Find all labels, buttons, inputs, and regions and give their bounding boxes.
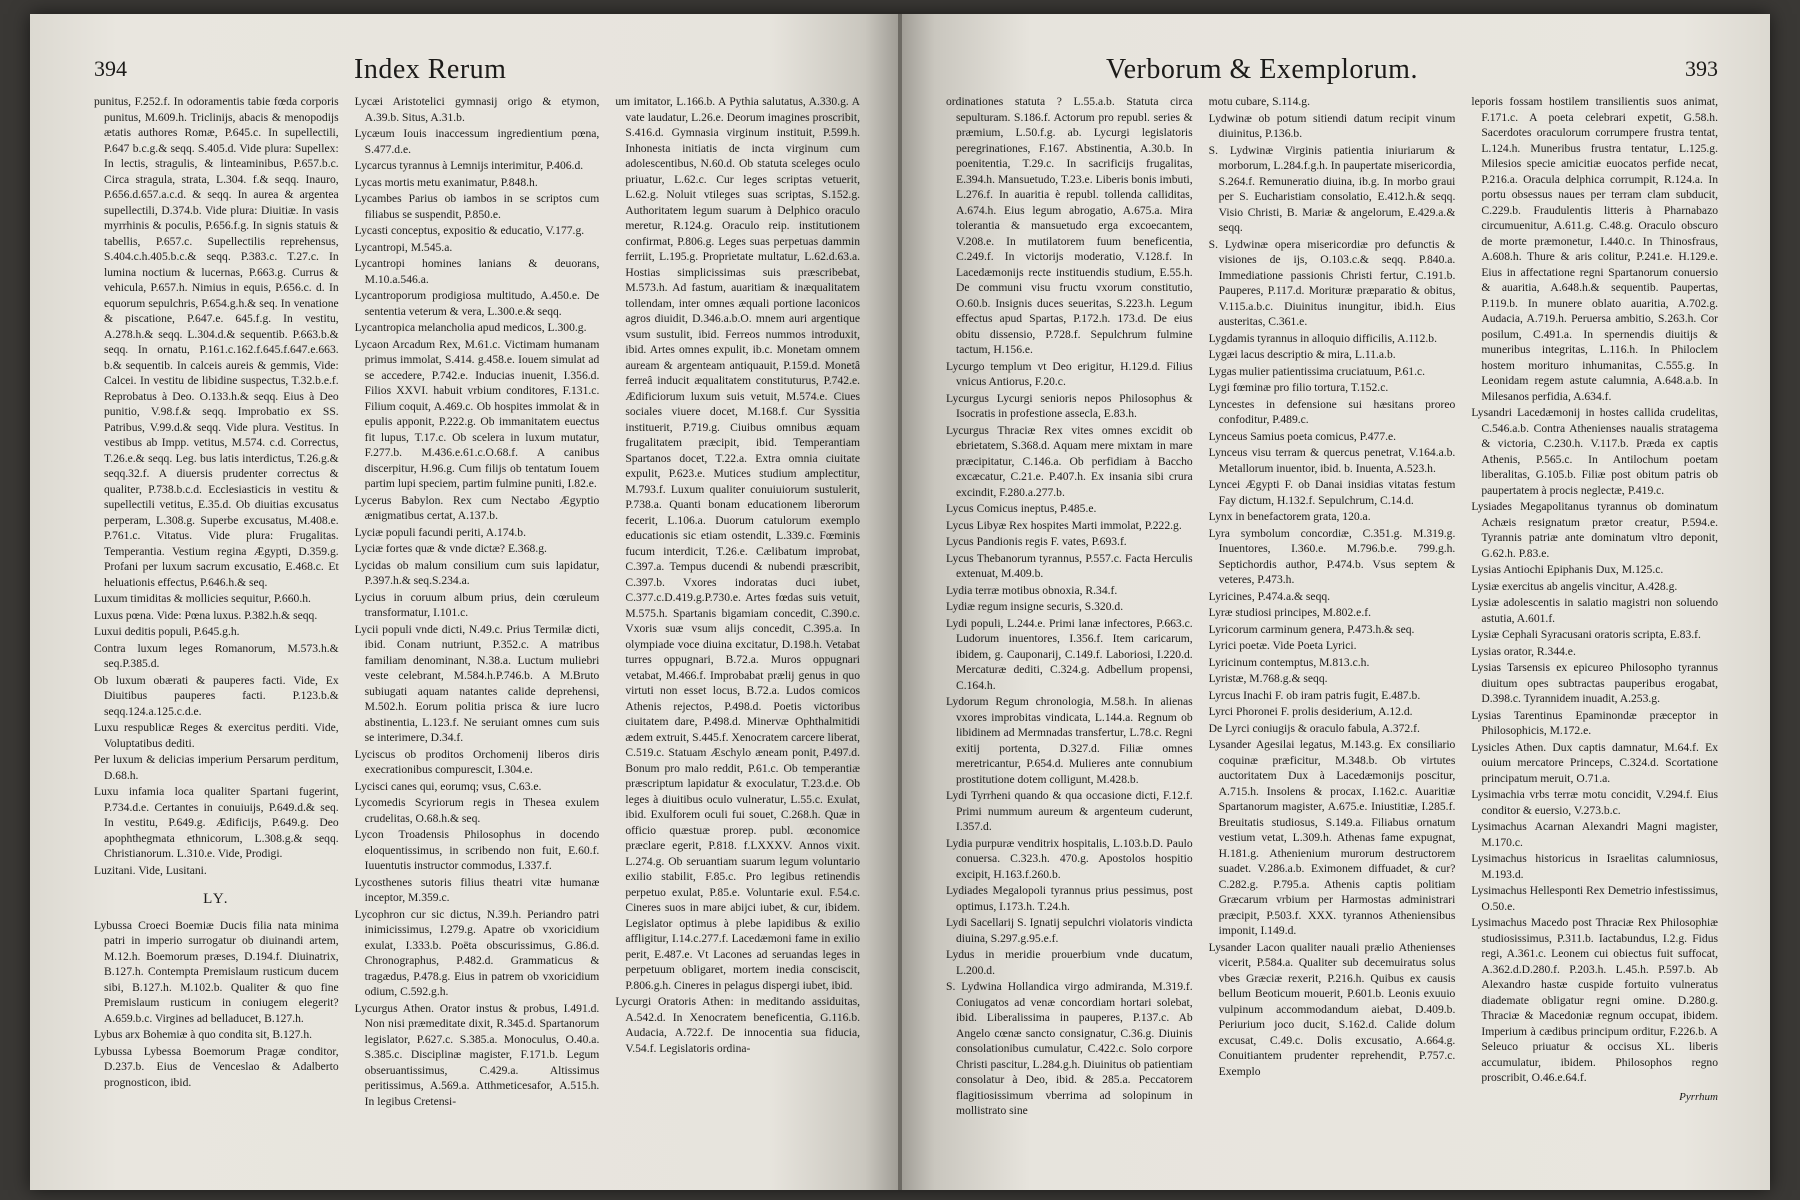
index-entry: Lyræ studiosi principes, M.802.e.f.: [1208, 606, 1371, 619]
index-entry: Lycas mortis metu exanimatur, P.848.h.: [354, 175, 538, 189]
index-entry: Lydia purpuræ venditrix hospitalis, L.103.b.D. Paulo conuersa. C.323.h. 470.g. Apostolos hospitio excipit, H.163.f.260.b.: [946, 836, 1193, 881]
index-entry: Lycurgo templum vt Deo erigitur, H.129.d. Filius vnicus Antiorus, F.20.c.: [946, 359, 1193, 388]
index-entry: Lysiæ Cephali Syracusani oratoris scripta, E.83.f.: [1471, 628, 1701, 641]
index-entry: Lyrici poetæ. Vide Poeta Lyrici.: [1208, 639, 1357, 652]
index-entry: Lydiæ regum insigne securis, S.320.d.: [946, 600, 1124, 613]
index-entry: Lyrci Phoronei F. prolis desiderium, A.12.d.: [1208, 705, 1413, 718]
index-entry: Lyra symbolum concordiæ, C.351.g. M.319.g. Inuentores, I.360.e. M.796.b.e. 799.g.h. Septichordis author, P.474.b. Vsus septem & veteres, P.473.h.: [1208, 526, 1456, 586]
index-entry: S. Lydwina Hollandica virgo admiranda, M.319.f. Coniugatos ad venæ concordiam hortari solebat, ibid. Liberalissima in pauperes, P.137.c. Ab Angelo cœnæ sancto consignatur, C.36.g. Diuinis consolationibus cumulatur, C.422.c. Solo corpore Christi pascitur, L.284.g.h. Diuinitus ob patientiam consolatur à Deo, ibid. & 285.a. Peccatorem flagitiosissimum vberrima ad solopinum in mollistrato sine: [946, 980, 1193, 1117]
index-entry: Lydi Tyrrheni quando & qua occasione dicti, F.12.f. Primi nummum aureum & argenteum cuderunt, I.357.d.: [946, 789, 1193, 833]
index-entry: Ob luxum obærati & pauperes facti. Vide, Ex Diuitibus pauperes facti. P.123.b.& seqq.124.a.125.c.d.e.: [94, 673, 339, 718]
index-entry: Lysimachia vrbs terræ motu concidit, V.294.f. Eius conditor & euersio, V.273.b.c.: [1471, 788, 1719, 817]
index-entry: Lycus Libyæ Rex hospites Marti immolat, P.222.g.: [946, 518, 1182, 532]
index-entry: Lynceus Samius poeta comicus, P.477.e.: [1208, 429, 1397, 443]
index-entry: Lycantropica melancholia apud medicos, L.300.g.: [354, 321, 587, 334]
index-entry: Lysias Tarentinus Epaminondæ præceptor in Philosophicis, M.172.e.: [1471, 708, 1719, 737]
index-entry: Lyricinum contemptus, M.813.c.h.: [1208, 655, 1370, 669]
index-entry: Lydi Sacellarij S. Ignatij sepulchri violatoris vindicta diuina, S.297.g.95.e.f.: [946, 916, 1193, 945]
index-entry: Lycidas ob malum consilium cum suis lapidatur, P.397.h.& seq.S.234.a.: [354, 558, 600, 587]
index-entry: Lybussa Lybessa Boemorum Pragæ conditor, D.237.b. Eius de Venceslao & Adalberto prognosticon, ibid.: [94, 1044, 339, 1089]
index-entry: Lyncei Ægypti F. ob Danai insidias vitatas festum Fay dictum, H.132.f. Sepulchrum, C.14.d.: [1208, 478, 1456, 507]
index-entry: Lyciæ fortes quæ & vnde dictæ? E.368.g.: [354, 542, 547, 555]
index-entry: Lygas mulier patientissima cruciatuum, P.61.c.: [1208, 364, 1426, 378]
index-entry: Lydorum Regum chronologia, M.58.h. In alienas vxores improbitas vindicata, L.144.a. Regnum ob libidinem ad Mermnadas transfertur, L.78.c. Regni exitij portenta, D.327.d. Filiæ omnes meretricantur, P.654.d. Mulieres ante connubium prostitutione dotem colligunt, M.428.b.: [946, 695, 1193, 786]
index-entry: Per luxum & delicias imperium Persarum perditum, D.68.h.: [94, 753, 339, 782]
index-entry: Lycaon Arcadum Rex, M.61.c. Victimam humanam primus immolat, S.414. g.458.e. Iouem simulat ad se accedere, P.742.e. Inducias inuenit, I.356.d. Filios XXVI. habuit vrbium conditores, F.131.c. Filium coquit, A.469.c. Ob hospites immolat & in epulis apponit, P.222.g. Ob immanitatem euectus fit lupus, T.17.c. Ob scelera in luxum mutatur, F.277.b. M.436.e.61.c.O.68.f. A canibus discerpitur, H.96.g. Cum filijs ob tentatum Iouem partim lupi speciem, partim fulmine puniti, I.82.e.: [354, 337, 600, 490]
page-number: 394: [94, 56, 127, 81]
index-column: [94, 94, 339, 1190]
index-entry: Lysiades Megapolitanus tyrannus ob dominatum Achæis resignatum prætor creatur, P.594.e. Tyrannis patriæ ante dominatum vltro deponit, G.62.h. P.83.e.: [1471, 500, 1719, 560]
right-page-header: [946, 54, 1718, 88]
index-entry: Luxu respublicæ Reges & exercitus perditi. Vide, Voluptatibus dediti.: [94, 721, 339, 750]
book-spread: [30, 14, 1770, 1190]
index-entry: Lycantropi, M.545.a.: [354, 240, 453, 254]
index-entry: Lycus Thebanorum tyrannus, P.557.c. Facta Herculis extenuat, M.409.b.: [946, 551, 1193, 580]
index-entry: Lysiæ adolescentis in salatio magistri non soluendo astutia, A.601.f.: [1471, 596, 1719, 625]
index-entry: Lysander Agesilai legatus, M.143.g. Ex consiliario coquinæ præficitur, M.348.b. Ob virtutes auctoritatem Dux à Lacedæmonijs poscitur, A.715.h. Insolens & procax, I.162.c. Auaritiæ Spartanorum magister, A.675.e. Iniustitiæ, I.285.f. Breuitatis studiosus, S.149.a. Filiabus ornatum vestium vetat, L.309.h. Athenas fame expugnat, H.181.g. Athenienium murorum destructorem suadet. V.286.a.b. Eximonem diffuadet, & cur? C.282.g. P.795.a. Athenis captis politiam Græcarum vrbium per Harmostas administrari præcipit, P.503.f. XXX. tyrannos Atheniensibus imponit, I.149.d.: [1208, 738, 1456, 937]
index-column: [946, 94, 1193, 1190]
index-entry: Lycii populi vnde dicti, N.49.c. Prius Termilæ dicti, ibid. Conam nutriunt, P.352.c. A matribus familiam denominant, N.38.a. Luctum muliebri veste celebrant, M.584.h.P.746.b. A M.Bruto subiugati aquam natantes calide deprehensi, M.502.h. Eorum politia prisca & iure lucro abstinentia, L.123.f. Ne seruiant omnes cum suis se interimere, D.34.f.: [354, 622, 600, 744]
index-entry: Lybussa Croeci Boemiæ Ducis filia nata minima patri in imperio surrogatur ob diuinandi artem, M.12.h. Boemorum præses, D.194.f. Diuinatrix, B.127.h. Contempta Premislaum rusticum ducem sibi, B.127.h. M.102.b. Qualiter & quo fine Premislaum rusticum in coniugem elegerit? A.659.b.c. Virgines ad belladucet, B.127.h.: [94, 918, 339, 1025]
index-entry: Lycius in coruum album prius, dein cœruleum transformatur, I.101.c.: [354, 590, 600, 619]
index-entry: Lysias Tarsensis ex epicureo Philosopho tyrannus diuitum opes subtractas pauperibus erogabat, D.398.c. Tyrannidem inuadit, A.253.g.: [1471, 661, 1719, 705]
index-entry: punitus, F.252.f. In odoramentis tabie fœda corporis punitus, M.609.h. Triclinijs, abacis & menopodijs ætatis authores Romæ, P.645.c. In supellectili, P.647 b.c.g.& seqq. S.405.d. Vide plura: Supellex: In lectis, stragulis, & linteaminibus, P.657.b.c. Circa stragula, strata, L.304. f.& seqq. Inauro, P.656.d.657.a.c.d. & seqq. In aurea & argentea supellectili, D.374.b. Vide plura: Diuitiæ. In vasis myrrhinis & poculis, P.656.f.g. In signis statuis & tabellis, P.657.c. Supellectilis reprehensus, S.404.c.h.405.b.c.& seqq. P.383.c. T.27.c. In lumina noctium & lucernas, P.663.g. Currus & vehicula, P.657.h. Nimius in equis, P.656.c. d. In equorum sepulchris, P.654.g.h.& seq. In venatione & piscatione, P.647.e. 645.f.g. In vestitu, A.278.h.& seqq. L.304.d.& sequentib. P.663.b.& seqq. In ornatu, P.161.c.162.f.645.f.647.e.663. b.& sequentib. In calceis aureis & gemmis, Vide: Calcei. In vestitu de libidine suspectus, T.32.b.e.f. Reprobatus à Deo. O.133.h.& seqq. Eius à Deo punitio, V.98.f.& seqq. Improbatio ex SS. Patribus, V.99.d.& seqq. Vide plura. Vestitus. In vestibus ab Impp. vetitus, M.574. c.d. Correctus, T.26.e.& seqq. Leg. bus latis interdictus, T.26.g.& seqq.32.f. A diuersis prudenter correctus & qualiter, P.738.b.c.d. Ecclesiasticis in vestitu & supellectili vetitus, E.35.d. Ob diuitias excusatus perperam, L.308.g. Superbe excusatus, M.408.e. P.761.c. Vitatus. Vide plura: Frugalitas. Temperantia. Vestium regina Ægypti, D.359.g. Profani per luxum sacrum excusatio, E.468.c. Et heluationis effectus, P.646.h.& seq.: [94, 95, 339, 589]
index-entry: Luzitani. Vide, Lusitani.: [94, 863, 207, 877]
index-entry: Lyristæ, M.768.g.& seqq.: [1208, 672, 1328, 685]
index-entry: Lysimachus Hellesponti Rex Demetrio infestissimus, O.50.e.: [1471, 884, 1719, 913]
index-entry: S. Lydwinæ Virginis patientia iniuriarum & morborum, L.284.f.g.h. In paupertate misericordia, S.264.f. Remuneratio diuina, ib.g. In morbo graui per S. Eucharistiam consolatio, E.412.h.& seqq. Visio Christi, B. Mariæ & angelorum, E.429.a.& seqq.: [1208, 143, 1456, 234]
index-entry: Lygdamis tyrannus in alloquio difficilis, A.112.b.: [1208, 331, 1437, 345]
index-entry: Lycerus Babylon. Rex cum Nectabo Ægyptio ænigmatibus certat, A.137.b.: [354, 493, 600, 522]
left-page-header: [94, 54, 860, 88]
index-entry: Lycæum Iouis inaccessum ingredientium pœna, S.477.d.e.: [354, 127, 600, 156]
index-entry: S. Lydwinæ opera misericordiæ pro defunctis & visiones de ijs, O.103.c.& seqq. P.840.a. Immediatione passionis Christi fertur, C.191.b. Pauperes, P.117.d. Morituræ præparatio & obitus, V.115.a.b.c. Diuinitus inungitur, ibid.h. Eius austeritas, C.361.e.: [1208, 237, 1456, 328]
index-entry: Lyricorum carminum genera, P.473.h.& seq.: [1208, 622, 1415, 636]
index-entry: Lysimachus Acarnan Alexandri Magni magister, M.170.c.: [1471, 820, 1719, 849]
index-entry: ordinationes statuta ? L.55.a.b. Statuta circa sepulturam. S.186.f. Actorum pro republ. series & præmium, L.50.f.g. ab. Lycurgi legislatoris peregrinationes, F.167. Abstinentia, A.30.b. In poenitentia, T.29.c. In sacrificijs frugalitas, E.394.h. Mansuetudo, T.23.e. Liberis bonis imbuti, L.276.f. In auaritia è republ. tollenda calliditas, A.674.h. Eius legum abrogatio, A.675.a. Mira tolerantia & mansuetudo erga excoecantem, V.208.e. In mutilatorem fuum beneficentia, C.249.f. In victorijs moderatio, V.128.f. In Lacedæmonijs recte instituendis studium, E.55.h. De communi visu fructu vxorum constitutio, O.60.b. Insignis duces seueritas, S.223.h. Legum effectus apud Spartas, P.172.h. 173.d. De eius obitu dissensio, P.728.f. Sepulchrum fulmine tactum, H.156.e.: [946, 95, 1193, 356]
index-columns: [946, 94, 1718, 1190]
index-entry: Lycæi Aristotelici gymnasij origo & etymon, A.39.b. Situs, A.31.b.: [354, 95, 600, 124]
catchword: Pyrrhum: [1679, 1090, 1719, 1103]
index-entry: Luxui deditis populi, P.645.g.h.: [94, 625, 240, 638]
index-entry: Lysiæ exercitus ab angelis vincitur, A.428.g.: [1471, 579, 1678, 593]
index-entry: Lycurgi Oratoris Athen: in meditando assiduitas, A.542.d. In Xenocratem beneficentia, G.116.b. Audacia, A.722.f. De innocentia sua fiducia, V.54.f. Legislatoris ordina-: [615, 995, 861, 1055]
index-entry: Lyricines, P.474.a.& seqq.: [1208, 589, 1331, 603]
index-entry: Lyncestes in defensione sui hæsitans proreo confoditur, P.489.c.: [1208, 397, 1456, 426]
index-entry: Lydus in meridie prouerbium vnde ducatum, L.200.d.: [946, 948, 1193, 977]
gutter-shadow: [900, 14, 902, 1190]
index-entry: motu cubare, S.114.g.: [1208, 95, 1310, 108]
index-entry: Lycophron cur sic dictus, N.39.h. Periandro patri inimicissimus, I.279.g. Apatre ob vxoricidium exulat, I.333.b. Poëta obscurissimus, G.86.d. Chronographus, P.482.d. Grammaticus & tragædus, P.478.g. Eius in patrem ob vxoricidium odium, C.592.g.h.: [354, 907, 600, 998]
index-entry: Lycarcus tyrannus à Lemnijs interimitur, P.406.d.: [354, 159, 584, 172]
index-entry: Lysias orator, R.344.e.: [1471, 644, 1576, 658]
index-entry: Lysander Lacon qualiter nauali prælio Athenienses vicerit, P.584.a. Qualiter sub decemuiratus solus vbes Græciæ rexerit, P.216.h. Quibus ex causis bellum Beoticum mouerit, P.601.b. Leonis exuuio vulpinum accommodandum aiebat, D.409.b. Periurium joco ducit, S.162.d. Calide dolum excusat, C.49.c. Dolis excusatio, A.664.g. Conuitiantem prudenter reprehendit, P.757.c. Exemplo: [1208, 940, 1456, 1078]
index-column: [615, 94, 860, 1190]
index-entry: Lybus arx Bohemiæ à quo condita sit, B.127.h.: [94, 1028, 313, 1041]
index-entry: Lydi populi, L.244.e. Primi lanæ infectores, P.663.c. Ludorum inuentores, I.356.f. Item caricarum, ibidem, g. Cauponarij, C.149.f. Laboriosi, I.220.d. Mercaturæ dediti, C.324.g. Adbellum propensi, C.164.h.: [946, 616, 1193, 692]
index-entry: Lyrcus Inachi F. ob iram patris fugit, E.487.b.: [1208, 688, 1421, 702]
index-entry: Lysicles Athen. Dux captis damnatur, M.64.f. Ex ouium mercatore Princeps, C.324.d. Scortatione principatum meruit, O.71.a.: [1471, 740, 1719, 785]
index-entry: Lygi fœminæ pro filio tortura, T.152.c.: [1208, 381, 1389, 394]
index-entry: Luxu infamia loca qualiter Spartani fugerint, P.734.d.e. Certantes in conuiuijs, P.649.d.& seq. In vestitu, P.649.g. Ædificijs, P.649.g. Deo apophthegmata ethnicorum, L.308.g.& seqq. Christianorum. L.310.e. Vide, Prodigi.: [94, 785, 339, 860]
index-entry: Lysias Antiochi Epiphanis Dux, M.125.c.: [1471, 563, 1664, 576]
index-entry: Lysandri Lacedæmonij in hostes callida crudelitas, C.546.a.b. Contra Athenienses naualis stratagema & victoria, C.230.h. V.117.b. Præda ex captis Athenis, P.565.c. In Antilochum poetam liberalitas, G.105.b. Filiæ post obitum patris ob paupertatem à procis neglectæ, P.419.c.: [1471, 406, 1719, 497]
index-entry: Lydia terræ motibus obnoxia, R.34.f.: [946, 583, 1118, 597]
right-page: [900, 14, 1770, 1190]
index-entry: Lydiades Megalopoli tyrannus prius pessimus, post optimus, I.173.h. T.24.h.: [946, 884, 1193, 913]
index-column: [1209, 94, 1456, 1190]
index-entry: Lyciæ populi facundi periti, A.174.b.: [354, 525, 526, 539]
index-column: [1471, 94, 1718, 1190]
index-entry: Lycambes Parius ob iambos in se scriptos cum filiabus se suspendit, P.850.e.: [354, 192, 600, 221]
index-entry: Lygæi lacus descriptio & mira, L.11.a.b.: [1208, 348, 1396, 361]
index-entry: Lycisci canes qui, eorumq; vsus, C.63.e.: [354, 779, 542, 793]
index-entry: Lynx in benefactorem grata, 120.a.: [1208, 510, 1371, 523]
left-page: [30, 14, 900, 1190]
index-entry: Lycasti conceptus, expositio & educatio, V.177.g.: [354, 224, 585, 237]
running-head: Index Rerum: [354, 54, 507, 85]
running-head: Verborum & Exemplorum.: [1106, 54, 1418, 85]
index-entry: Luxum timiditas & mollicies sequitur, P.660.h.: [94, 592, 311, 605]
page-number: 393: [1685, 56, 1718, 81]
index-entry: De Lyrci coniugijs & oraculo fabula, A.372.f.: [1208, 721, 1420, 735]
index-entry: Lycurgus Lycurgi senioris nepos Philosophus & Isocratis in profestione assecla, E.83.h.: [946, 391, 1193, 420]
index-entry: Lycomedis Scyriorum regis in Thesea exulem crudelitas, O.68.h.& seq.: [354, 796, 600, 825]
index-entry: Lycon Troadensis Philosophus in docendo eloquentissimus, in scribendo non fuit, E.60.f. Iuuentutis instructor commodus, I.337.f.: [354, 828, 600, 872]
index-entry: um imitator, L.166.b. A Pythia salutatus, A.330.g. A vate laudatur, L.26.e. Deorum imagines proscribit, S.416.d. Gymnasia virginum instituit, P.599.h. Inhonesta initiatis de incta virginum cum adolescentibus, N.60.d. Ob statuta sceleges oculo priuatur, L.62.c. Cur leges scriptas vetuerit, L.62.g. Noluit vtileges suas scriptas, S.152.g. Authoritatem legum suarum à Delphico oraculo meretur, R.124.g. Oraculo reip. institutionem confirmat, P.806.g. Leges suas perpetuas dammin ferriit, L.195.g. Proprietate multatur, L.62.d.63.a. Hostias simplicissimas suis præscribebat, M.573.h. Ad fastum, auaritiam & inæqualitatem tollendam, inter omnes æquali portione laconicos agros diuidit, D.346.a.b.O. mnem auri argentique vsum sustulit, ibid. Ferreos nummos introduxit, ibid. Artes omnes expulit, ib.c. Monetam omnem auream & argenteam antiquauit, P.159.d. Monetâ ferreâ inducit æqualitatem constituturus, P.742.e. Ædificiorum luxum suis vetuit, M.574.e. Ciues sociales viuere docet, M.168.f. Cur Syssitia instituerit, P.719.g. Ciuibus omnibus æquam frugalitatem præcipit, ibid. Temperantiam Spartanos docet, T.22.a. Extra omnia ciuitate expulit, P.623.e. Mutices studium amplectitur, M.793.f. Luxum qualiter conuiuiorum sustulerit, P.738.a. Quanti bonam educationem liberorum fecerit, L.106.a. Duorum catulorum exemplo educationis sic etiam ostendit, L.339.c. Fœminis fucum interdicit, T.26.e. Cælibatum improbat, C.397.a. Tempus ducendi & nubendi præscribit, C.397.b. Vxores indoratas duci iubet, C.377.c.D.419.g.P.730.e. Artes fœdas suis vetuit, M.575.h. Spartanis bigamiam concedit, C.390.c. Vxoris suæ vsum alijs concedit, C.395.a. In olympiade voce diuina excitatur, D.198.h. Vetabat turres oppugnari, B.72.a. Muros oppugnari vetabat, M.466.f. Improbabat prælij genus in quo virtuti non esset locus, B.72.a. Ludos comicos Athenis rejectos, P.498.d. Poetis victoribus ciuitatem dare, P.498.d. Minervæ Ophthalmitidi ædem extruit, S.445.f. Xenocratem carcere liberat, C.519.c. Statuam Æschylo æneam ponit, P.497.d. Bonum pro malo reddit, P.61.c. Ob temperantiæ præscriptum lapidatur & exoculatur, T.23.d.e. Ob leges à diuitibus oculo vulneratur, L.55.c. Exulat, ibid. Exulforem oculi fui souet, C.268.h. Quæ in officio quæstuæ prorep. publ. œconomice præclare egerit, P.818. f.LXXXV. Annos vixit. L.274.g. Ob seruantiam suarum legum voluntario exilio stabilit, F.85.c. Pro legibus retinendis perpetuo exulat, P.85.e. Voluntarie exul. F.54.c. Cineres suos in mare abijci iubet, & cur, ibidem. Legislator optimus à plebe lapidibus & exilio affligitur, I.14.c.277.f. Lacedæmoni fame in exilio perit, E.487.e. Vt Lacones ad seruandas leges in perpetuum obligaret, mortem inedia consciscit, P.806.g.h. Cineres in pelagus dispergi iubet, ibid.: [615, 95, 861, 992]
index-entry: Lycantroporum prodigiosa multitudo, A.450.e. De sententia veterum & vera, L.300.e.& seqq.: [354, 289, 600, 318]
index-entry: Lycurgus Athen. Orator instus & probus, I.491.d. Non nisi præmeditate dixit, R.345.d. Spartanorum legislator, P.627.c. S.385.a. Monoculus, O.40.a. S.385.c. Disciplinæ magister, F.171.b. Legum obseruantissimus, C.429.a. Altissimus peritissimus, A.569.a. Atthmeticesafor, A.515.h. In legibus Cretensi-: [354, 1001, 600, 1108]
index-entry: Lysimachus Macedo post Thraciæ Rex Philosophiæ studiosissimus, P.311.b. Iactabundus, I.2.g. Fidus regi, A.361.c. Leonem cui obiectus fuit suffocat, A.362.d.D.280.f. P.203.h. L.45.h. P.597.b. Ab Alexandro hastæ cuspide fortuito vulneratus diademate obligatur regni omine. D.280.g. Thraciæ & Macedoniæ regnum occupat, ibidem. Imperium à cædibus principum orditur, F.226.b. A Seleuco priuatur & occisus XL. liberis accumulatur, ibidem. Philosophos regno proscribit, O.46.e.64.f.: [1471, 916, 1719, 1084]
index-column: [355, 94, 600, 1190]
section-heading: LY.: [203, 891, 230, 907]
index-columns: [94, 94, 860, 1190]
index-entry: Luxus pœna. Vide: Pœna luxus. P.382.h.& seqq.: [94, 608, 318, 622]
index-entry: leporis fossam hostilem transilientis suos animat, F.171.c. A poeta celebrari expetit, G.58.h. Sacerdotes oraculorum corrumpere frustra tentat, L.124.h. Muneribus frustra tentatur, L.125.g. Milesios specie amicitiæ euocatos perfide necat, P.216.a. Oracula delphica corrumpit, R.124.a. In portu obsessus naues per terram clam subducit, C.229.b. Fraudulentis litteris à Pharnabazo circumuenitur, A.611.g. C.48.g. Oraculo obscuro de morte præmonetur, I.440.c. In Thinosfraus, A.608.h. Thure & aris colitur, P.241.e. H.129.e. Eius in affectatione regni Spartanorum conuersio & auaritia, A.648.h.& sequentib. Paupertas, P.119.b. In munere oblato auaritia, A.702.g. Audacia, A.719.h. Peruersa ambitio, S.263.h. Cor posilum, C.491.a. In spernendis diuitijs & muneribus integritas, L.116.h. In Philoclem hostem morituro inhumanitas, C.555.g. In Leonidam regem astute calumnia, A.648.a.b. In Milesanos perfidia, A.634.f.: [1471, 95, 1719, 403]
index-entry: Lynceus visu terram & quercus penetrat, V.164.a.b. Metallorum inuentor, ibid. b. Inuenta, A.523.h.: [1208, 446, 1456, 475]
index-entry: Lycus Comicus ineptus, P.485.e.: [946, 502, 1097, 515]
index-entry: Lycurgus Thraciæ Rex vites omnes excidit ob ebrietatem, S.368.d. Aquam mere mixtam in mare præcipitatur, C.146.a. Ob perfidiam à Baccho excæcatur, C.21.e. P.407.h. Ex insania sibi crura excindit, F.280.a.277.b.: [946, 423, 1193, 499]
index-entry: Lyciscus ob proditos Orchomenij liberos diris execrationibus compurescit, I.304.e.: [354, 747, 600, 776]
index-entry: Lydwinæ ob potum sitiendi datum recipit vinum diuinitus, P.136.b.: [1208, 111, 1456, 140]
index-entry: Lysimachus historicus in Israelitas calumniosus, M.193.d.: [1471, 852, 1719, 881]
index-entry: Lycantropi homines lanians & deuorans, M.10.a.546.a.: [354, 257, 600, 286]
index-entry: Lycus Pandionis regis F. vates, P.693.f.: [946, 535, 1127, 548]
index-entry: Lycosthenes sutoris filius theatri vitæ humanæ inceptor, M.359.c.: [354, 875, 600, 904]
index-entry: Contra luxum leges Romanorum, M.573.h.& seq.P.385.d.: [94, 641, 339, 670]
